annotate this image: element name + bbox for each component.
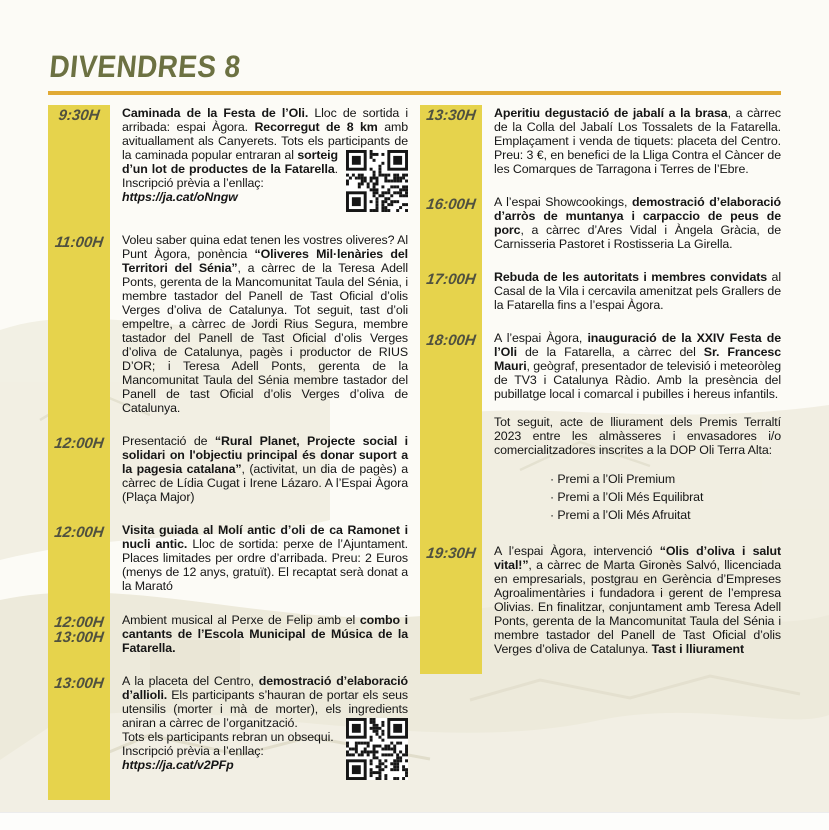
event-description [110,433,408,522]
text-run: A l’espai Àgora, [494,331,588,346]
event-description [482,269,781,330]
event-paragraph [494,331,781,401]
text-run: , a càrrec d’Ares Vidal i Àngela Gràcia, de Carnisseria Pastoret i Rostisseria La Girella. [494,223,781,252]
event-paragraph [494,270,781,312]
event-description [110,673,408,800]
text-run: A l’espai Àgora, intervenció [494,544,660,559]
event-time-label: 13:00H [53,629,105,647]
award-list-item: · Premi a l’Oli Premium [550,472,676,487]
event-time-cell [420,330,482,543]
event-time-label: 17:00H [425,271,477,289]
event-time-cell [420,105,482,194]
event-description [110,232,408,433]
text-run: al Casal de la Vila i cercavila amenitzat pels Grallers de la Fatarella fins a l’espai Àgora. [494,270,781,313]
title-underline-rule [48,91,781,95]
schedule-column-left [48,105,408,800]
event-time-label: 11:00H [53,234,105,252]
text-run: aniran a càrrec de l’organització. [122,715,298,730]
event-description [482,194,781,269]
event-paragraph [122,674,408,772]
event-time-label: 18:00H [425,332,477,350]
text-run: combo i cantants de l’Escola Municipal de Música de la Fatarella. [122,612,408,655]
inscription-link[interactable]: https://ja.cat/oNngw [122,190,238,205]
schedule-column-right [420,105,781,800]
text-run: amb avituallament als Canyerets. Tots els participants de la caminada popular entraran al [122,120,409,163]
text-run: , a càrrec de Marta Gironès Salvó, llicenciada en empresarials, postgrau en Gerència d’Empreses Agroalimentàries i fundadora i gerent de l’empresa Olivias. En finalitzar, conjuntament amb Teresa Adell Ponts, gerenta de la Mancomunitat Taula del Sénia i membre tastador del Panell de Tast Oficial d’olis Verges d’oliva de Catalunya. [494,558,781,657]
event-paragraph [494,415,781,457]
text-run: Voleu saber quina edat tenen les vostres oliveres? Al Punt Àgora, ponència [122,233,408,262]
text-run: Ambient musical al Perxe de Felip amb el [122,612,360,627]
event-paragraph [494,195,781,251]
text-run: , geògraf, presentador de televisió i meteoròleg de TV3 i Catalunya Ràdio. Amb la presència del pubillatge local i comarcal i pubilles i hereus infantils. [494,359,781,402]
event-time-cell [48,673,110,800]
text-run: Presentació de [122,434,215,449]
text-run: Lloc de sortida i arribada: espai Àgora. [122,106,409,135]
qr-code [346,718,408,780]
event-time-cell [420,194,482,269]
text-run: , a càrrec de la Teresa Adell Ponts, gerenta de la Mancomunitat Taula del Sénia, i membre tastador del Panell de Tast Oficial d’olis Verges d’oliva de Catalunya. Tot seguit, tast d’oli empeltre, a càrrec de Jordi Rius Segura, membre tastador del Panell de Tast Oficial d’olis Verges d’oliva de Catalunya, pagès i productor de RIUS D’OR; i Teresa Adell Ponts, gerenta de la Mancomunitat Taula del Sénia membre tastador del Panell de tast Oficial d’olis Verges d’oliva de Catalunya. [122,261,408,416]
text-run: Lloc de sortida: perxe de l’Ajuntament. Places limitades per ordre d’arribada. Preu: 2 Euros (menys de 12 anys, gratuït). El recaptat serà donat a la Marató [122,537,408,594]
text-run: Tot seguit, acte de lliurament dels Premis Terraltí 2023 entre les almàsseres i envasadores i/o comercialitzadores inscrites a la DOP Oli Terra Alta: [494,415,781,458]
event-time-cell [48,433,110,522]
page-title-text: DIVENDRES 8 [48,49,243,84]
event-description [110,105,408,232]
event-time-cell [420,543,482,674]
event-description [482,105,781,194]
event-time-label: 12:00H [53,613,105,631]
text-run: Els participants s’hauran de portar els seus utensilis (morter i mà de morter), els ingredients [122,687,408,716]
text-run: Tots els participants rebran un obsequi. [122,729,334,744]
text-run: demostració d’elaboració d’allioli. [122,673,408,702]
text-run: “Oliveres Mil·lenàries del Territori del Sénia” [122,247,408,276]
text-run: . Inscripció prèvia a l’enllaç: [122,162,338,191]
event-description [110,522,408,611]
event-description [482,330,781,543]
text-run: , a càrrec de la Colla del Jabalí Los Tossalets de la Fatarella. Emplaçament i venda de tiquets: placeta del Centro. Preu: 3 €, en benefici de la Lliga Contra el Càncer de les Comarques de Tarragona i Terres de l’Ebre. [494,106,781,177]
text-run: Recorregut de 8 km [254,120,378,135]
award-list-item: · Premi a l’Oli Més Equilibrat [550,490,704,505]
event-description [110,612,408,673]
text-run: demostració d’elaboració d’arròs de muntanya i carpaccio de peus de porc [494,195,781,238]
text-run: de la Fatarella, a càrrec del [516,345,704,360]
event-paragraph [122,523,408,593]
event-paragraph [122,106,408,204]
text-run: “Rural Planet, Projecte social i solidari on l'objectiu principal és donar suport a la pagesia catalana” [122,434,408,477]
text-run: A la placeta del Centro, [122,673,259,688]
text-run: Sr. Francesc Mauri [494,345,781,374]
text-run: Rebuda de les autoritats i membres convidats [494,270,768,285]
event-time-label: 12:00H [53,524,105,542]
event-time-cell [48,232,110,433]
inscription-link[interactable]: https://ja.cat/v2PFp [122,757,234,772]
event-time-label: 16:00H [425,196,477,214]
schedule-columns [48,105,781,800]
event-description [482,543,781,674]
event-time-cell [48,612,110,673]
text-run: Aperitiu degustació de jabalí a la brasa [494,106,728,121]
qr-code [346,150,408,212]
event-time-label: 12:00H [53,435,105,453]
award-list-item: · Premi a l’Oli Més Afruitat [550,508,691,523]
event-paragraph [494,544,781,656]
text-run: “Olis d’oliva i salut vital!” [494,544,781,573]
award-list [494,471,781,525]
text-run: Caminada de la Festa de l’Oli. [122,106,309,121]
event-paragraph [122,434,408,504]
event-paragraph [122,613,408,655]
event-time-label: 9:30H [57,107,101,125]
event-paragraph [494,106,781,176]
text-run: sorteig d’un lot de productes de la Fatarella [122,148,338,177]
text-run: , (activitat, un dia de pagès) a càrrec de Lídia Cugat i Irene Lázaro. A l’Espai Àgora (Plaça Major) [122,462,408,505]
text-run: Tast i lliurament [651,642,744,657]
text-run: Visita guiada al Molí antic d’oli de ca Ramonet i nucli antic. [122,523,408,552]
event-paragraph [122,233,408,415]
event-time-cell [48,105,110,232]
text-run: inauguració de la XXIV Festa de l’Oli [494,331,781,360]
event-time-cell [420,269,482,330]
event-time-label: 19:30H [425,545,477,563]
event-time-cell [48,522,110,611]
page-title [48,50,781,84]
event-time-label: 13:30H [425,107,477,125]
event-time-label: 13:00H [53,674,105,692]
text-run: A l’espai Showcookings, [494,195,632,210]
text-run: Inscripció prèvia a l’enllaç: [122,743,264,758]
